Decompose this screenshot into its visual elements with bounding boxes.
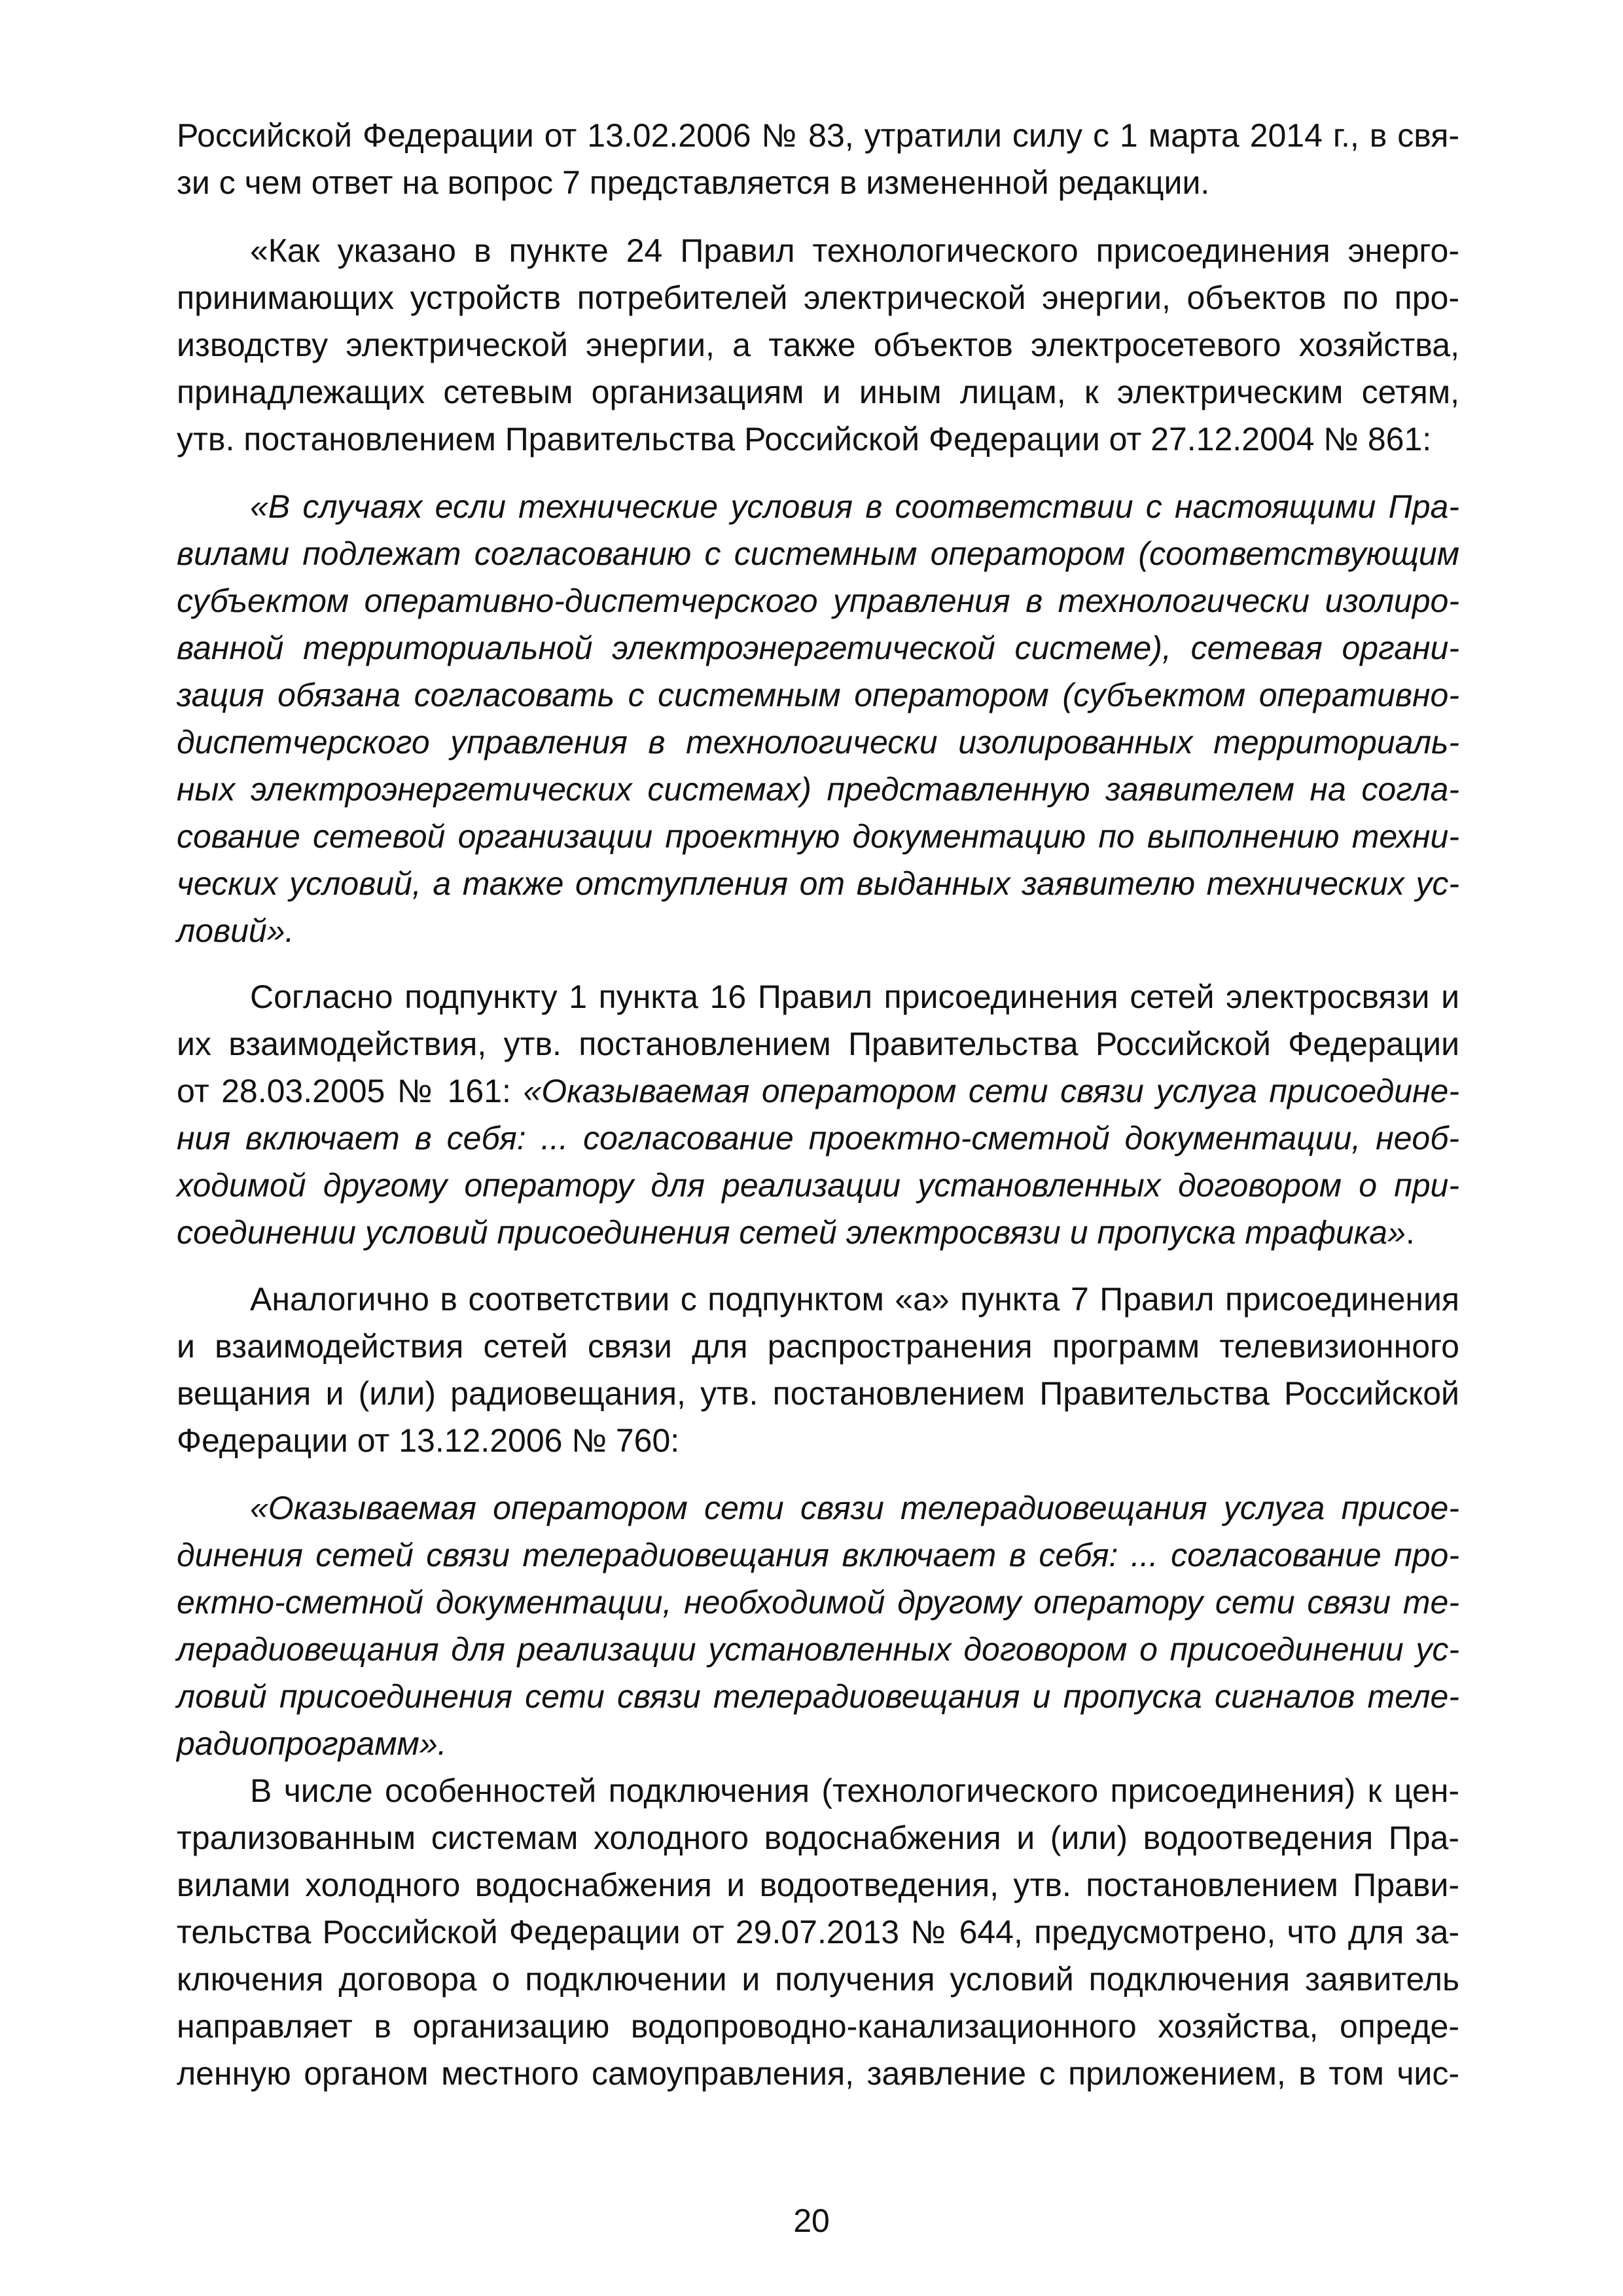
text-line: вилами холодного водоснабжения и водоотведения, утв. постановлением Прави- — [177, 1867, 1459, 1903]
text-line: принадлежащих сетевым организациям и иным лицам, к электрическим сетям, — [177, 374, 1459, 410]
quoted-text: ходимой другому оператору для реализации установленных договором о при- — [177, 1167, 1459, 1204]
text-line: ловий присоединения сети связи телерадиовещания и пропуска сигналов теле- — [177, 1678, 1459, 1715]
text-line: ных электроэнергетических системах) представленную заявителем на согла- — [177, 771, 1459, 808]
text-line: Аналогично в соответствии с подпунктом «а» пункта 7 Правил присоединения — [250, 1281, 1459, 1318]
text-line: вилами подлежат согласованию с системным оператором (соответствующим — [177, 535, 1459, 572]
text-line: ленную органом местного самоуправления, заявление с приложением, в том чис- — [177, 2055, 1459, 2092]
text-line: В числе особенностей подключения (технологического присоединения) к цен- — [250, 1772, 1459, 1809]
text-line: принимающих устройств потребителей электрической энергии, объектов по про- — [177, 279, 1459, 316]
text-line: Согласно подпункту 1 пункта 16 Правил присоединения сетей электросвязи и — [250, 978, 1459, 1015]
text-line: ключения договора о подключении и получения условий подключения заявитель — [177, 1961, 1459, 1998]
paragraph — [177, 973, 1459, 1256]
text-line: направляет в организацию водопроводно-канализационного хозяйства, опреде- — [177, 2008, 1459, 2045]
text-line — [177, 1115, 1459, 1162]
text-line: утв. постановлением Правительства Российской Федерации от 27.12.2004 № 861: — [177, 421, 1432, 457]
text-line: диспетчерского управления в технологически изолированных территориаль- — [177, 724, 1459, 761]
paragraph — [177, 1767, 1459, 2097]
text-line: субъектом оперативно-диспетчерского управления в технологически изолиро- — [177, 583, 1459, 619]
paragraph — [177, 1484, 1459, 1767]
text-line: «В случаях если технические условия в соответствии с настоящими Пра- — [250, 488, 1459, 525]
page-number: 20 — [793, 2202, 830, 2239]
text-line — [177, 1067, 1459, 1115]
text-segment: . — [1405, 1214, 1415, 1251]
text-segment: от 28.03.2005 № 161: — [177, 1073, 524, 1109]
quoted-text: соединении условий присоединения сетей электросвязи и пропуска трафика» — [177, 1214, 1406, 1251]
quoted-text: ния включает в себя: ... согласование проектно-сметной документации, необ- — [177, 1120, 1459, 1157]
text-line: их взаимодействия, утв. постановлением Правительства Российской Федерации — [177, 1026, 1459, 1062]
text-line: трализованным системам холодного водоснабжения и (или) водоотведения Пра- — [177, 1820, 1459, 1856]
text-line: Российской Федерации от 13.02.2006 № 83, утратили силу с 1 марта 2014 г., в свя- — [177, 117, 1459, 154]
text-line: ческих условий, а также отступления от выданных заявителю технических ус- — [177, 865, 1459, 902]
text-line: вещания и (или) радиовещания, утв. постановлением Правительства Российской — [177, 1375, 1459, 1412]
text-line: и взаимодействия сетей связи для распространения программ телевизионного — [177, 1328, 1459, 1365]
paragraph — [177, 112, 1459, 206]
paragraph — [177, 483, 1459, 954]
text-line: Федерации от 13.12.2006 № 760: — [177, 1422, 680, 1459]
paragraph — [177, 227, 1459, 463]
text-line: радиопрограмм». — [177, 1725, 447, 1762]
text-line: ектно-сметной документации, необходимой другому оператору сети связи те- — [177, 1584, 1459, 1621]
text-line: ловий». — [177, 912, 294, 949]
quoted-text: «Оказываемая оператором сети связи услуга присоедине- — [523, 1073, 1459, 1109]
text-line: тельства Российской Федерации от 29.07.2013 № 644, предусмотрено, что для за- — [177, 1914, 1459, 1950]
text-line: зация обязана согласовать с системным оператором (субъектом оперативно- — [177, 677, 1459, 713]
text-line: сование сетевой организации проектную документацию по выполнению техни- — [177, 818, 1459, 855]
text-line — [177, 1162, 1459, 1209]
text-line: «Как указано в пункте 24 Правил технологического присоединения энерго- — [250, 232, 1459, 269]
text-line: динения сетей связи телерадиовещания включает в себя: ... согласование про- — [177, 1537, 1459, 1573]
text-line — [177, 1209, 1459, 1256]
text-line: лерадиовещания для реализации установленных договором о присоединении ус- — [177, 1631, 1459, 1668]
text-line: зи с чем ответ на вопрос 7 представляется в измененной редакции. — [177, 164, 1210, 201]
text-line: «Оказываемая оператором сети связи телерадиовещания услуга присое- — [250, 1490, 1459, 1526]
text-line: изводству электрической энергии, а также объектов электросетевого хозяйства, — [177, 327, 1459, 363]
paragraph — [177, 1276, 1459, 1464]
text-line: ванной территориальной электроэнергетической системе), сетевая органи- — [177, 630, 1459, 666]
